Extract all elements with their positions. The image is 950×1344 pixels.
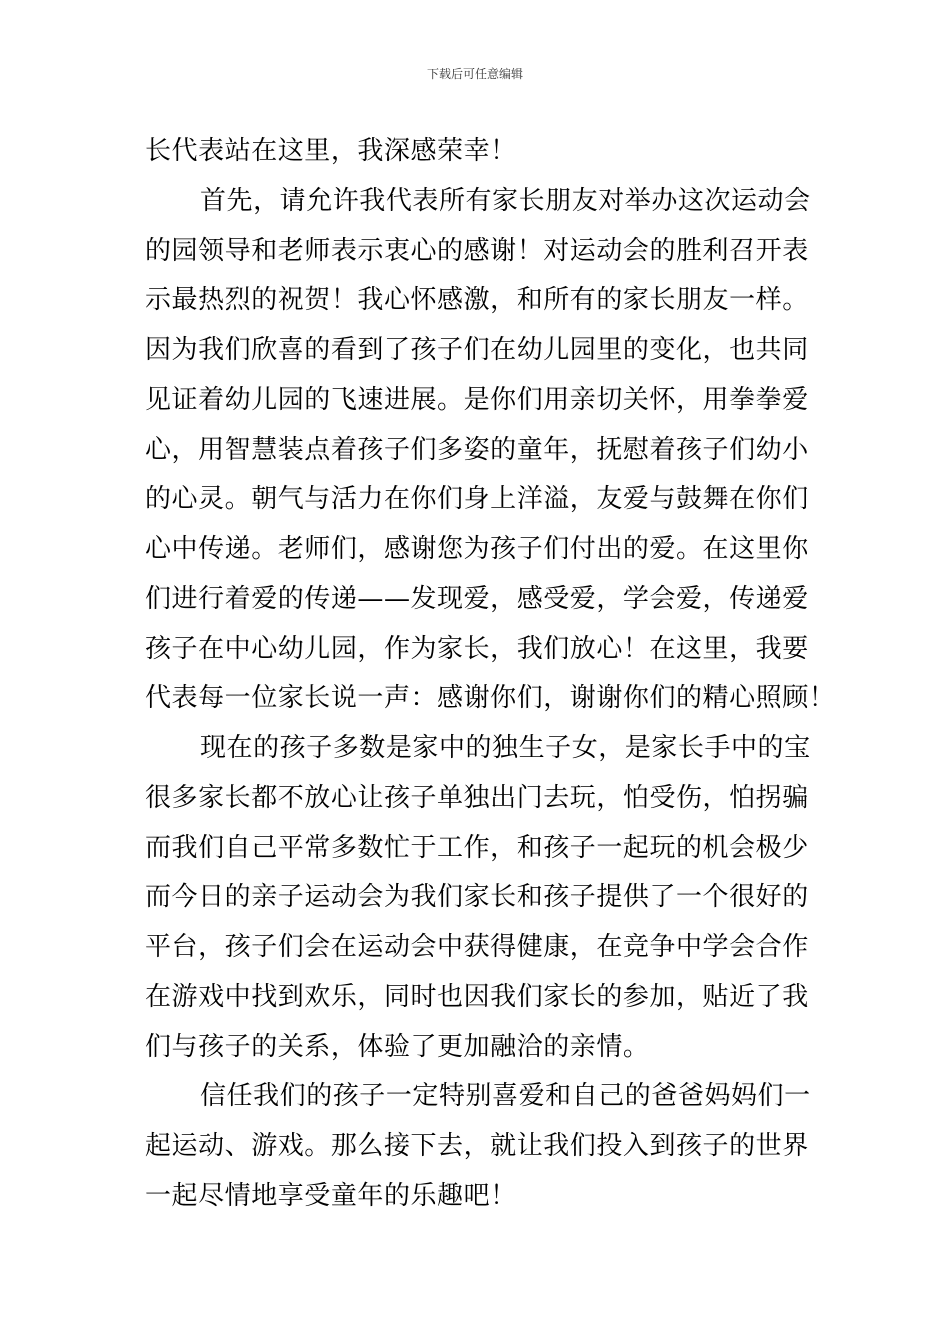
text-line: 心中传递。老师们，感谢您为孩子们付出的爱。在这里你 [145,534,809,564]
text-line: 在游戏中找到欢乐，同时也因我们家长的参加，贴近了我 [145,981,809,1012]
text-line: 很多家长都不放心让孩子单独出门去玩，怕受伤，怕拐骗 [145,782,809,813]
text-line: 心，用智慧装点着孩子们多姿的童年，抚慰着孩子们幼小 [145,434,809,465]
text-line-indented: 信任我们的孩子一定特别喜爱和自己的爸爸妈妈们一 [200,1081,811,1112]
text-line: 起运动、游戏。那么接下去，就让我们投入到孩子的世界 [145,1131,809,1161]
text-line: 们与孩子的关系，体验了更加融洽的亲情。 [145,1031,650,1062]
text-line: 而我们自己平常多数忙于工作，和孩子一起玩的机会极少 [145,832,809,863]
text-line: 一起尽情地享受童年的乐趣吧！ [145,1180,517,1211]
page-header: 下载后可任意编辑 [426,67,523,81]
text-line: 见证着幼儿园的飞速进展。是你们用亲切关怀，用拳拳爱 [145,384,809,415]
text-line-indented: 首先，请允许我代表所有家长朋友对举办这次运动会 [200,185,811,216]
text-line: 孩子在中心幼儿园，作为家长，我们放心！在这里，我要 [145,633,809,664]
text-line: 平台，孩子们会在运动会中获得健康，在竞争中学会合作 [145,932,809,962]
text-line: 们进行着爱的传递——发现爱，感受爱，学会爱，传递爱 [145,583,809,614]
text-line: 的园领导和老师表示衷心的感谢！对运动会的胜利召开表 [145,235,809,266]
body-text [145,127,836,1222]
text-line: 示最热烈的祝贺！我心怀感激，和所有的家长朋友一样。 [145,285,809,316]
text-line: 代表每一位家长说一声：感谢你们，谢谢你们的精心照顾！ [145,683,836,714]
text-line-indented: 现在的孩子多数是家中的独生子女，是家长手中的宝 [200,733,811,763]
text-line: 长代表站在这里，我深感荣幸！ [145,136,517,166]
text-line: 因为我们欣喜的看到了孩子们在幼儿园里的变化，也共同 [145,335,809,365]
text-line: 的心灵。朝气与活力在你们身上洋溢，友爱与鼓舞在你们 [145,484,809,515]
text-line: 而今日的亲子运动会为我们家长和孩子提供了一个很好的 [145,882,809,913]
